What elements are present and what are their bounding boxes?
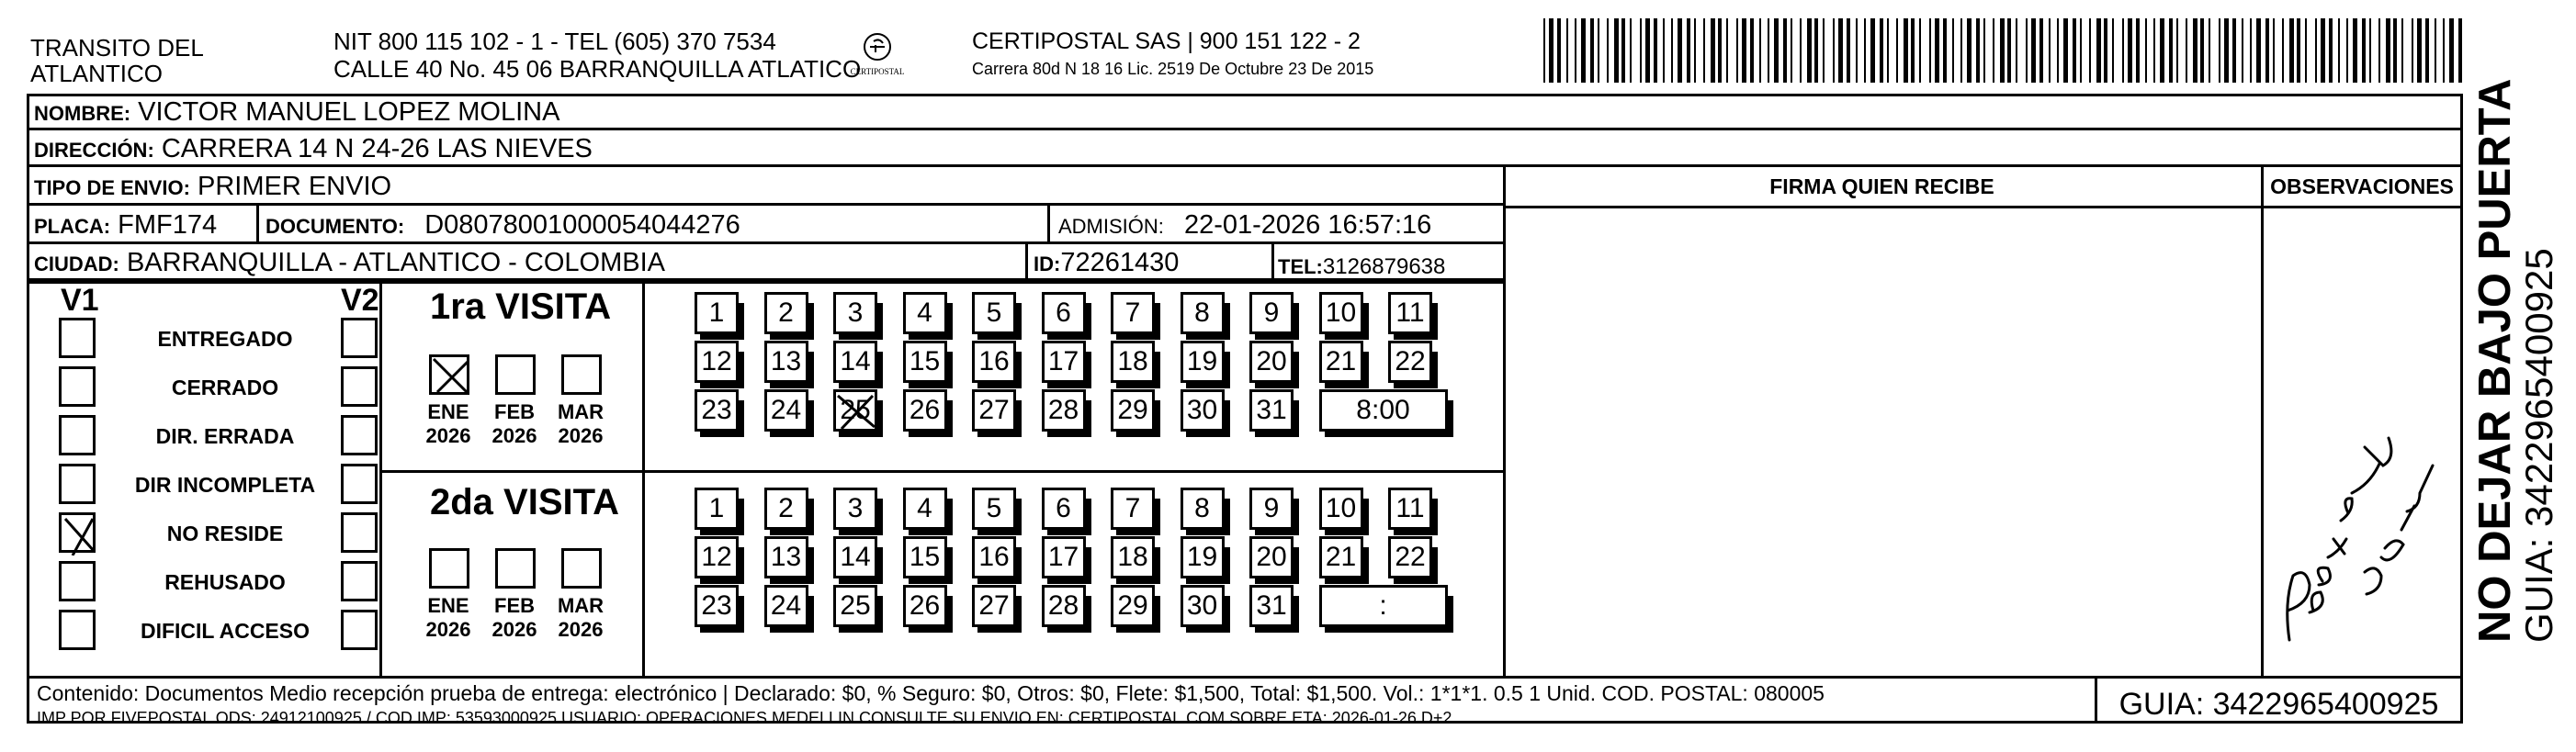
barcode-bar [1663,18,1665,83]
direccion-value: CARRERA 14 N 24-26 LAS NIEVES [161,134,593,163]
month-label: FEB 2026 [491,400,537,447]
barcode-bar [2112,18,2114,83]
time-box[interactable]: 8:00 [1319,389,1448,432]
barcode-bar [1621,18,1625,83]
barcode-bar [1557,18,1561,83]
tel-value: 3126879638 [1322,254,1446,279]
month-label: MAR 2026 [557,594,604,641]
day-box[interactable]: 9 [1249,292,1294,334]
nombre-row [27,94,2463,130]
day-box[interactable]: 25 [833,585,877,627]
day-box[interactable]: 12 [695,341,739,383]
barcode-bar [1976,18,1980,83]
barcode-bar [1575,18,1576,83]
no-dejar-bajo-puerta: NO DEJAR BAJO PUERTA [2470,78,2520,643]
day-box[interactable]: 23 [695,389,739,432]
barcode-bar [2305,18,2307,83]
barcode-bar [1768,18,1769,83]
day-box[interactable]: 11 [1388,488,1432,530]
observaciones-area[interactable] [2264,208,2463,677]
status-label: CERRADO [171,376,279,399]
v2-checkbox[interactable] [341,512,378,553]
v2-checkbox[interactable] [341,561,378,601]
day-box[interactable]: 9 [1249,488,1294,530]
barcode-bar [2338,18,2340,83]
day-box[interactable]: 31 [1249,389,1294,432]
nombre-value: VICTOR MANUEL LOPEZ MOLINA [138,97,560,127]
day-box[interactable]: 28 [1042,585,1086,627]
barcode-bar [2386,18,2390,83]
barcode-bar [2346,18,2348,83]
barcode-bar [1870,18,1875,83]
month-label: MAR 2026 [557,400,604,447]
barcode-bar [2089,18,2091,83]
month-checkbox[interactable] [561,548,602,589]
barcode-bar [1993,18,1994,83]
issuer-line-2: ATLANTICO [30,60,163,87]
footer-guia: GUIA: 3422965400925 [2118,687,2439,722]
barcode-bar [2401,18,2403,83]
issuer-name [30,35,204,86]
day-box[interactable]: 22 [1388,341,1432,383]
signature-area[interactable] [1503,208,2261,677]
tel-label: TEL: [1278,255,1323,278]
day-box[interactable]: 29 [1111,585,1155,627]
barcode-bar [2329,18,2333,83]
barcode-bar [1671,18,1673,83]
barcode-bar [1856,18,1858,83]
barcode [1543,18,2462,83]
day-box[interactable]: 21 [1319,341,1363,383]
observaciones-header: OBSERVACIONES [2270,174,2454,198]
ciudad-row [27,244,1505,281]
day-box[interactable]: 16 [972,341,1016,383]
v2-header: V2 [341,283,379,318]
barcode-bar [1598,18,1599,83]
barcode-bar [2169,18,2173,83]
barcode-bar [2362,18,2366,83]
day-box[interactable]: 31 [1249,585,1294,627]
barcode-bar [1960,18,1962,83]
direccion-label: DIRECCIÓN: [34,139,154,162]
day-box[interactable]: 16 [972,536,1016,578]
side-guia: GUIA: 3422965400925 [2517,248,2560,643]
barcode-bar [2026,18,2028,83]
day-box[interactable]: 27 [972,389,1016,432]
barcode-bar [2458,18,2462,83]
v2-checkbox[interactable] [341,464,378,504]
barcode-bar [2273,18,2275,83]
day-box[interactable]: 10 [1319,292,1363,334]
admision-label: ADMISIÓN: [1058,215,1164,238]
barcode-bar [2297,18,2300,83]
month-checkbox[interactable] [561,354,602,395]
ciudad-value: BARRANQUILLA - ATLANTICO - COLOMBIA [126,248,665,277]
barcode-bar [2265,18,2269,83]
barcode-bar [2073,18,2076,83]
barcode-bar [1645,18,1650,83]
barcode-bar [2153,18,2155,83]
barcode-bar [1864,18,1866,83]
day-box[interactable]: 1 [695,292,739,334]
day-box[interactable]: 30 [1181,585,1225,627]
day-box[interactable]: 7 [1111,488,1155,530]
day-box[interactable]: 19 [1181,536,1225,578]
barcode-graphic [1543,18,2462,83]
day-box[interactable]: 5 [972,488,1016,530]
id-value: 72261430 [1060,248,1180,277]
day-box[interactable]: 8 [1181,488,1225,530]
barcode-bar [1581,18,1586,83]
barcode-bar [2232,18,2236,83]
barcode-bar [2145,18,2147,83]
v2-checkbox[interactable] [341,415,378,455]
barcode-bar [2031,18,2036,83]
day-box[interactable]: 23 [695,585,739,627]
barcode-bar [2136,18,2140,83]
footer-print-line: IMP POR FIVEPOSTAL ODS: 24912100925 / COD.IMP: 53593000925 USUARIO: OPERACIONES MEDELLIN CONSULTE SU ENVIO EN: CERTIPOSTAL.COM SOBRE ETA: 2026-01-26 D+2 [37,709,1452,727]
barcode-bar [2282,18,2284,83]
day-box[interactable]: 12 [695,536,739,578]
barcode-bar [1774,18,1779,83]
day-box[interactable]: 18 [1111,536,1155,578]
courier-info [972,28,1373,83]
documento-label: DOCUMENTO: [266,215,405,238]
day-box[interactable]: 30 [1181,389,1225,432]
firma-header: FIRMA QUIEN RECIBE [1769,174,1994,198]
day-box[interactable]: 15 [903,341,947,383]
day-box[interactable]: 8 [1181,292,1225,334]
barcode-bar [2063,18,2068,83]
barcode-bar [1814,18,1818,83]
barcode-bar [1590,18,1594,83]
barcode-bar [2209,18,2210,83]
courier-address: Carrera 80d N 18 16 Lic. 2519 De Octubre 23 De 2015 [972,60,1374,78]
documento-value: D08078001000054044276 [424,210,740,240]
month-label: ENE 2026 [425,594,471,641]
barcode-bar [1694,18,1696,83]
barcode-bar [2242,18,2243,83]
month-checkbox[interactable] [429,354,469,395]
handwritten-note [2264,208,2463,677]
barcode-bar [1943,18,1947,83]
logo-text: CERTIPOSTAL [850,67,905,76]
status-label: DIR. ERRADA [155,424,295,448]
barcode-bar [1929,18,1931,83]
day-box[interactable]: 2 [764,488,808,530]
barcode-bar [1543,18,1545,83]
barcode-bar [2393,18,2397,83]
day-box[interactable]: 7 [1111,292,1155,334]
placa-row [27,206,1505,244]
day-box[interactable]: 4 [903,292,947,334]
tipo-label: TIPO DE ENVIO: [34,176,190,199]
day-box[interactable]: 6 [1042,292,1086,334]
month-label: ENE 2026 [425,400,471,447]
month-checkbox[interactable] [495,548,536,589]
barcode-bar [1614,18,1619,83]
barcode-bar [2000,18,2005,83]
barcode-bar [2425,18,2429,83]
day-box[interactable]: 26 [903,389,947,432]
barcode-bar [2315,18,2317,83]
ciudad-label: CIUDAD: [34,253,119,275]
barcode-bar [2186,18,2187,83]
barcode-bar [1549,18,1554,83]
v2-checkbox[interactable] [341,318,378,358]
nombre-label: NOMBRE: [34,102,131,125]
barcode-bar [1566,18,1568,83]
day-box[interactable]: 4 [903,488,947,530]
barcode-bar [2417,18,2422,83]
barcode-bar [2080,18,2082,83]
barcode-bar [2122,18,2124,83]
day-box[interactable]: 21 [1319,536,1363,578]
day-box[interactable]: 3 [833,488,877,530]
barcode-bar [2219,18,2220,83]
admision-value: 22-01-2026 16:57:16 [1183,210,1432,240]
certipostal-logo [845,31,910,79]
barcode-bar [1654,18,1657,83]
time-box[interactable]: : [1319,585,1448,627]
side-warning [2471,79,2559,643]
barcode-bar [1759,18,1761,83]
status-label: ENTREGADO [157,327,293,351]
barcode-bar [2435,18,2436,83]
direccion-row [27,130,2463,167]
barcode-bar [1833,18,1835,83]
barcode-bar [1783,18,1787,83]
barcode-bar [2049,18,2051,83]
status-label: DIFICIL ACCESO [140,619,310,643]
barcode-bar [1726,18,1728,83]
barcode-bar [1935,18,1939,83]
day-box[interactable]: 10 [1319,488,1363,530]
barcode-bar [2096,18,2101,83]
barcode-bar [1967,18,1972,83]
barcode-bar [1847,18,1850,83]
barcode-bar [1896,18,1898,83]
day-box[interactable]: 28 [1042,389,1086,432]
barcode-bar [2039,18,2043,83]
day-box[interactable]: 14 [833,536,877,578]
day-box[interactable]: 6 [1042,488,1086,530]
barcode-bar [2016,18,2017,83]
barcode-bar [2289,18,2294,83]
barcode-bar [1911,18,1915,83]
v2-checkbox[interactable] [341,610,378,650]
placa-label: PLACA: [34,215,111,238]
barcode-bar [2193,18,2198,83]
issuer-contact [333,28,861,83]
barcode-bar [2224,18,2229,83]
barcode-bar [2057,18,2059,83]
id-label: ID: [1034,253,1061,275]
day-box[interactable]: 22 [1388,536,1432,578]
tipo-envio-row [27,167,1505,206]
barcode-bar [2443,18,2445,83]
barcode-bar [1983,18,1985,83]
day-box[interactable]: 29 [1111,389,1155,432]
nit-line: NIT 800 115 102 - 1 - TEL (605) 370 7534 [333,28,776,55]
day-box[interactable]: 13 [764,341,808,383]
barcode-bar [1711,18,1715,83]
barcode-bar [1952,18,1954,83]
barcode-bar [1807,18,1812,83]
barcode-bar [2160,18,2164,83]
address-line: CALLE 40 No. 45 06 BARRANQUILLA ATLATICO [333,55,862,83]
day-box[interactable]: 20 [1249,536,1294,578]
day-box[interactable]: 11 [1388,292,1432,334]
issuer-line-1: TRANSITO DEL [30,34,204,62]
month-checkbox[interactable] [495,354,536,395]
day-box[interactable]: 2 [764,292,808,334]
day-box[interactable]: 27 [972,585,1016,627]
barcode-bar [2412,18,2413,83]
barcode-bar [2378,18,2380,83]
barcode-bar [1640,18,1642,83]
barcode-bar [1607,18,1609,83]
day-box[interactable]: 5 [972,292,1016,334]
day-box[interactable]: 14 [833,341,877,383]
barcode-bar [1750,18,1754,83]
barcode-bar [1718,18,1722,83]
barcode-bar [1880,18,1883,83]
status-label: REHUSADO [164,570,286,594]
placa-value: FMF174 [118,210,218,240]
status-label: DIR INCOMPLETA [134,473,316,497]
courier-name: CERTIPOSTAL SAS | 900 151 122 - 2 [972,28,1361,54]
day-box[interactable]: 17 [1042,536,1086,578]
day-box[interactable]: 20 [1249,341,1294,383]
day-box[interactable]: 24 [764,585,808,627]
day-box[interactable]: 3 [833,292,877,334]
barcode-bar [1687,18,1690,83]
month-checkbox[interactable] [429,548,469,589]
barcode-bar [2369,18,2371,83]
day-box[interactable]: 18 [1111,341,1155,383]
barcode-bar [2104,18,2107,83]
day-box[interactable]: 26 [903,585,947,627]
day-box[interactable]: 24 [764,389,808,432]
v1-header: V1 [61,283,99,318]
day-box[interactable]: 17 [1042,341,1086,383]
barcode-bar [1919,18,1921,83]
day-box[interactable]: 13 [764,536,808,578]
barcode-bar [1630,18,1632,83]
month-label: FEB 2026 [491,594,537,641]
barcode-bar [2128,18,2132,83]
barcode-bar [2321,18,2325,83]
status-label: NO RESIDE [166,522,284,545]
day-box[interactable]: 19 [1181,341,1225,383]
barcode-bar [1742,18,1746,83]
day-box[interactable]: 25 [833,389,877,432]
barcode-bar [2176,18,2178,83]
barcode-bar [2449,18,2454,83]
barcode-bar [1838,18,1843,83]
first-visit-title: 1ra VISITA [430,286,612,327]
barcode-bar [1823,18,1825,83]
barcode-bar [1800,18,1802,83]
footer-content-line: Contenido: Documentos Medio recepción prueba de entrega: electrónico | Declarado: $0, % Seguro: $0, Otros: $0, Flete: $1,500, Total: $1,500. Vol.: 1*1*1. 0.5 1 Unid. COD. POSTAL: 080005 [37,681,1825,705]
barcode-bar [1678,18,1682,83]
barcode-bar [1736,18,1738,83]
barcode-bar [2353,18,2357,83]
barcode-bar [2007,18,2011,83]
v2-checkbox[interactable] [341,366,378,407]
barcode-bar [1703,18,1705,83]
second-visit-title: 2da VISITA [430,482,619,522]
day-box[interactable]: 15 [903,536,947,578]
day-box[interactable]: 1 [695,488,739,530]
barcode-bar [1791,18,1792,83]
barcode-bar [1887,18,1889,83]
barcode-bar [2200,18,2204,83]
barcode-bar [2256,18,2261,83]
tipo-value: PRIMER ENVIO [197,172,392,201]
barcode-bar [1904,18,1908,83]
barcode-bar [2250,18,2252,83]
